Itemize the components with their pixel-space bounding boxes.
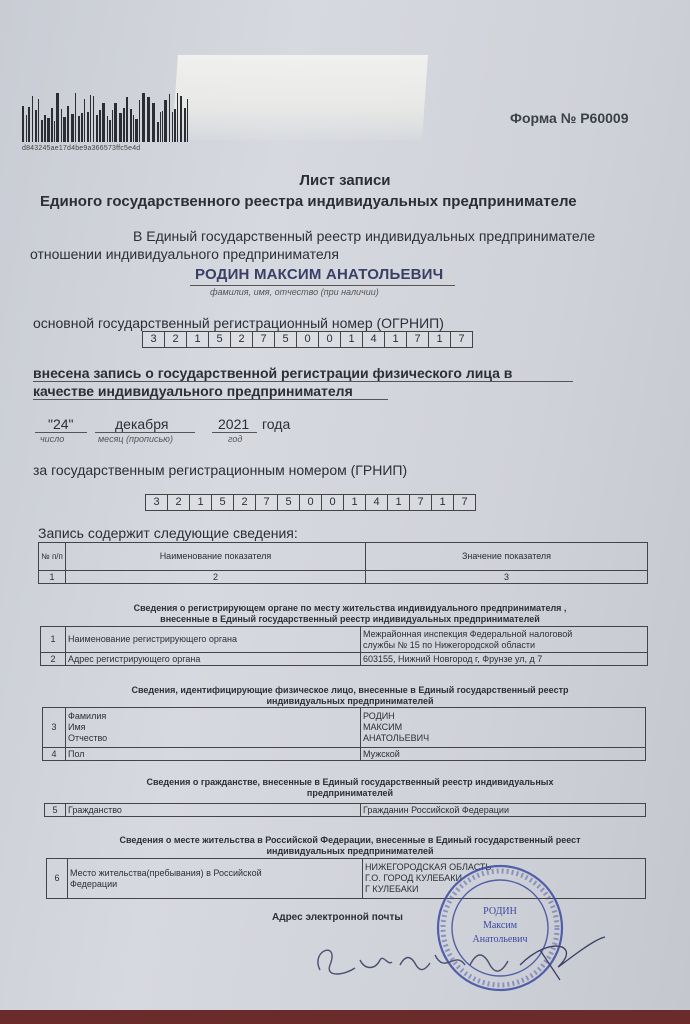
section-residence-heading-1: Сведения о месте жительства в Российской Федерации, внесенные в Единый государственный реест xyxy=(119,835,581,845)
residence-region: НИЖЕГОРОДСКАЯ ОБЛАСТЬ xyxy=(365,862,492,872)
ogrnip-digit: 2 xyxy=(164,331,187,348)
ogrnip-digit: 1 xyxy=(186,331,209,348)
first-name-value: МАКСИМ xyxy=(363,722,403,732)
section-registrar-heading-1: Сведения о регистрирующем органе по месту жительства индивидуального предпринимателя , xyxy=(133,603,567,613)
citizenship-table xyxy=(44,803,646,817)
year-caption: год xyxy=(228,434,243,444)
grnip-digit: 0 xyxy=(299,494,322,511)
grnip-digit: 2 xyxy=(233,494,256,511)
grnip-digit: 5 xyxy=(211,494,234,511)
intro-line-1: В Единый государственный реестр индивидуальных предпринимателе xyxy=(133,228,596,244)
residence-label-2: Федерации xyxy=(70,878,118,889)
entry-statement xyxy=(33,364,512,400)
surname-label: Фамилия xyxy=(68,711,107,721)
section-registrar-heading xyxy=(40,603,660,625)
date-year-suffix: года xyxy=(262,416,291,432)
col-name-header: Наименование показателя xyxy=(66,543,366,571)
grnip-digit: 0 xyxy=(321,494,344,511)
stamp-line-1: РОДИН xyxy=(483,906,517,917)
document-title: Лист записи xyxy=(299,172,391,189)
ogrnip-digit: 7 xyxy=(252,331,275,348)
section-residence-heading-2: индивидуальных предпринимателей xyxy=(266,846,434,856)
form-number: Форма № Р60009 xyxy=(510,110,629,126)
section-identity-heading-1: Сведения, идентифицирующие физическое лицо, внесенные в Единый государственный реестр xyxy=(131,685,569,695)
ogrnip-digit: 1 xyxy=(428,331,451,348)
patronymic-value: АНАТОЛЬЕВИЧ xyxy=(363,733,430,743)
grnip-digit: 4 xyxy=(365,494,388,511)
gender-label: Пол xyxy=(66,748,361,761)
ogrnip-digits xyxy=(142,331,472,348)
day-underline xyxy=(35,432,87,433)
patronymic-label: Отчество xyxy=(68,733,108,743)
section-registrar-heading-2: внесенные в Единый государственный реестр индивидуальных предпринимателей xyxy=(160,614,540,624)
row-value-line-1: Межрайонная инспекция Федеральной налоговой xyxy=(363,628,573,639)
residence-town: Г КУЛЕБАКИ xyxy=(365,884,419,894)
col-name-index: 2 xyxy=(66,571,366,584)
ogrnip-digit: 2 xyxy=(230,331,253,348)
citizenship-value: Гражданин Российской Федерации xyxy=(361,804,646,817)
table-row xyxy=(41,653,648,666)
entry-line-1: внесена запись о государственной регистрации физического лица в xyxy=(33,365,513,381)
residence-district: Г.О. ГОРОД КУЛЕБАКИ xyxy=(365,873,462,883)
year-underline xyxy=(212,432,257,433)
barcode-icon xyxy=(22,92,192,142)
grnip-digit: 1 xyxy=(431,494,454,511)
grnip-digit: 7 xyxy=(409,494,432,511)
contents-label: Запись содержит следующие сведения: xyxy=(38,525,298,541)
ogrnip-digit: 7 xyxy=(450,331,473,348)
date-year: 2021 xyxy=(218,416,250,432)
barcode-code: d843245ae17d4be9a366573ffc5e4d xyxy=(22,145,141,152)
ogrnip-digit: 3 xyxy=(142,331,165,348)
date-day: "24" xyxy=(48,416,74,432)
residence-label xyxy=(68,859,363,899)
section-citizenship-heading-1: Сведения о гражданстве, внесенные в Единый государственный реестр индивидуальных xyxy=(146,777,554,787)
section-citizenship-heading xyxy=(40,777,660,799)
entry-line-2: качестве индивидуального предпринимателя xyxy=(33,383,353,399)
fio-values xyxy=(361,708,646,748)
header-table xyxy=(38,542,648,584)
day-caption: число xyxy=(40,434,65,444)
row-num: 4 xyxy=(43,748,66,761)
grnip-digit: 7 xyxy=(255,494,278,511)
residence-label-1: Место жительства(пребывания) в Российской xyxy=(70,867,262,878)
section-citizenship-heading-2: предпринимателей xyxy=(306,788,394,798)
ogrnip-digit: 7 xyxy=(406,331,429,348)
surname-value: РОДИН xyxy=(363,711,395,721)
grnip-digit: 1 xyxy=(189,494,212,511)
month-underline xyxy=(95,432,195,433)
ogrnip-digit: 1 xyxy=(340,331,363,348)
name-underline xyxy=(190,285,455,286)
grnip-digit: 2 xyxy=(167,494,190,511)
ogrnip-digit: 4 xyxy=(362,331,385,348)
month-caption: месяц (прописью) xyxy=(98,434,173,444)
entrepreneur-name: РОДИН МАКСИМ АНАТОЛЬЕВИЧ xyxy=(195,266,444,283)
ogrnip-digit: 5 xyxy=(208,331,231,348)
ogrnip-digit: 1 xyxy=(384,331,407,348)
grnip-digit: 3 xyxy=(145,494,168,511)
frame-edge xyxy=(0,1010,690,1024)
email-label: Адрес электронной почты xyxy=(272,912,403,923)
identity-table xyxy=(42,707,646,761)
ogrnip-digit: 5 xyxy=(274,331,297,348)
row-value xyxy=(361,627,648,653)
grnip-digit: 7 xyxy=(453,494,476,511)
first-name-label: Имя xyxy=(68,722,86,732)
col-value-index: 3 xyxy=(366,571,648,584)
row-name: Адрес регистрирующего органа xyxy=(66,653,361,666)
grnip-digits xyxy=(145,494,475,511)
registrar-table xyxy=(40,626,648,666)
entry-underline-2 xyxy=(33,399,388,400)
stamp-line-2: Максим xyxy=(482,920,518,931)
table-row xyxy=(41,627,648,653)
document-subtitle: Единого государственного реестра индивидуальных предпринимателе xyxy=(40,193,577,210)
grnip-digit: 1 xyxy=(343,494,366,511)
table-row xyxy=(45,804,646,817)
section-identity-heading xyxy=(40,685,660,707)
col-num-header: № п/п xyxy=(39,543,66,571)
row-value-line-2: службы № 15 по Нижегородской области xyxy=(363,639,536,650)
col-value-header: Значение показателя xyxy=(366,543,648,571)
row-num: 6 xyxy=(47,859,68,899)
col-num-index: 1 xyxy=(39,571,66,584)
ogrnip-digit: 0 xyxy=(318,331,341,348)
row-value: 603155, Нижний Новгород г, Фрунзе ул, д 7 xyxy=(361,653,648,666)
citizenship-label: Гражданство xyxy=(66,804,361,817)
grnip-digit: 5 xyxy=(277,494,300,511)
intro-line-2: отношении индивидуального предпринимателя xyxy=(30,246,339,262)
row-num: 3 xyxy=(43,708,66,748)
name-caption: фамилия, имя, отчество (при наличии) xyxy=(210,287,379,297)
stamp-line-3: Анатольевич xyxy=(472,934,528,945)
table-row xyxy=(43,748,646,761)
row-name: Наименование регистрирующего органа xyxy=(66,627,361,653)
row-num: 5 xyxy=(45,804,66,817)
grnip-label: за государственным регистрационным номером (ГРНИП) xyxy=(33,462,408,478)
fio-labels xyxy=(66,708,361,748)
entry-underline-1 xyxy=(33,381,573,382)
date-month: декабря xyxy=(115,416,169,432)
table-row xyxy=(43,708,646,748)
row-num: 2 xyxy=(41,653,66,666)
section-residence-heading xyxy=(40,835,660,857)
grnip-digit: 1 xyxy=(387,494,410,511)
handwritten-signature-icon xyxy=(300,930,620,990)
section-identity-heading-2: индивидуальных предпринимателей xyxy=(266,696,434,706)
light-glare xyxy=(172,55,428,140)
gender-value: Мужской xyxy=(361,748,646,761)
ogrnip-label: основной государственный регистрационный номер (ОГРНИП) xyxy=(33,315,444,331)
row-num: 1 xyxy=(41,627,66,653)
ogrnip-digit: 0 xyxy=(296,331,319,348)
